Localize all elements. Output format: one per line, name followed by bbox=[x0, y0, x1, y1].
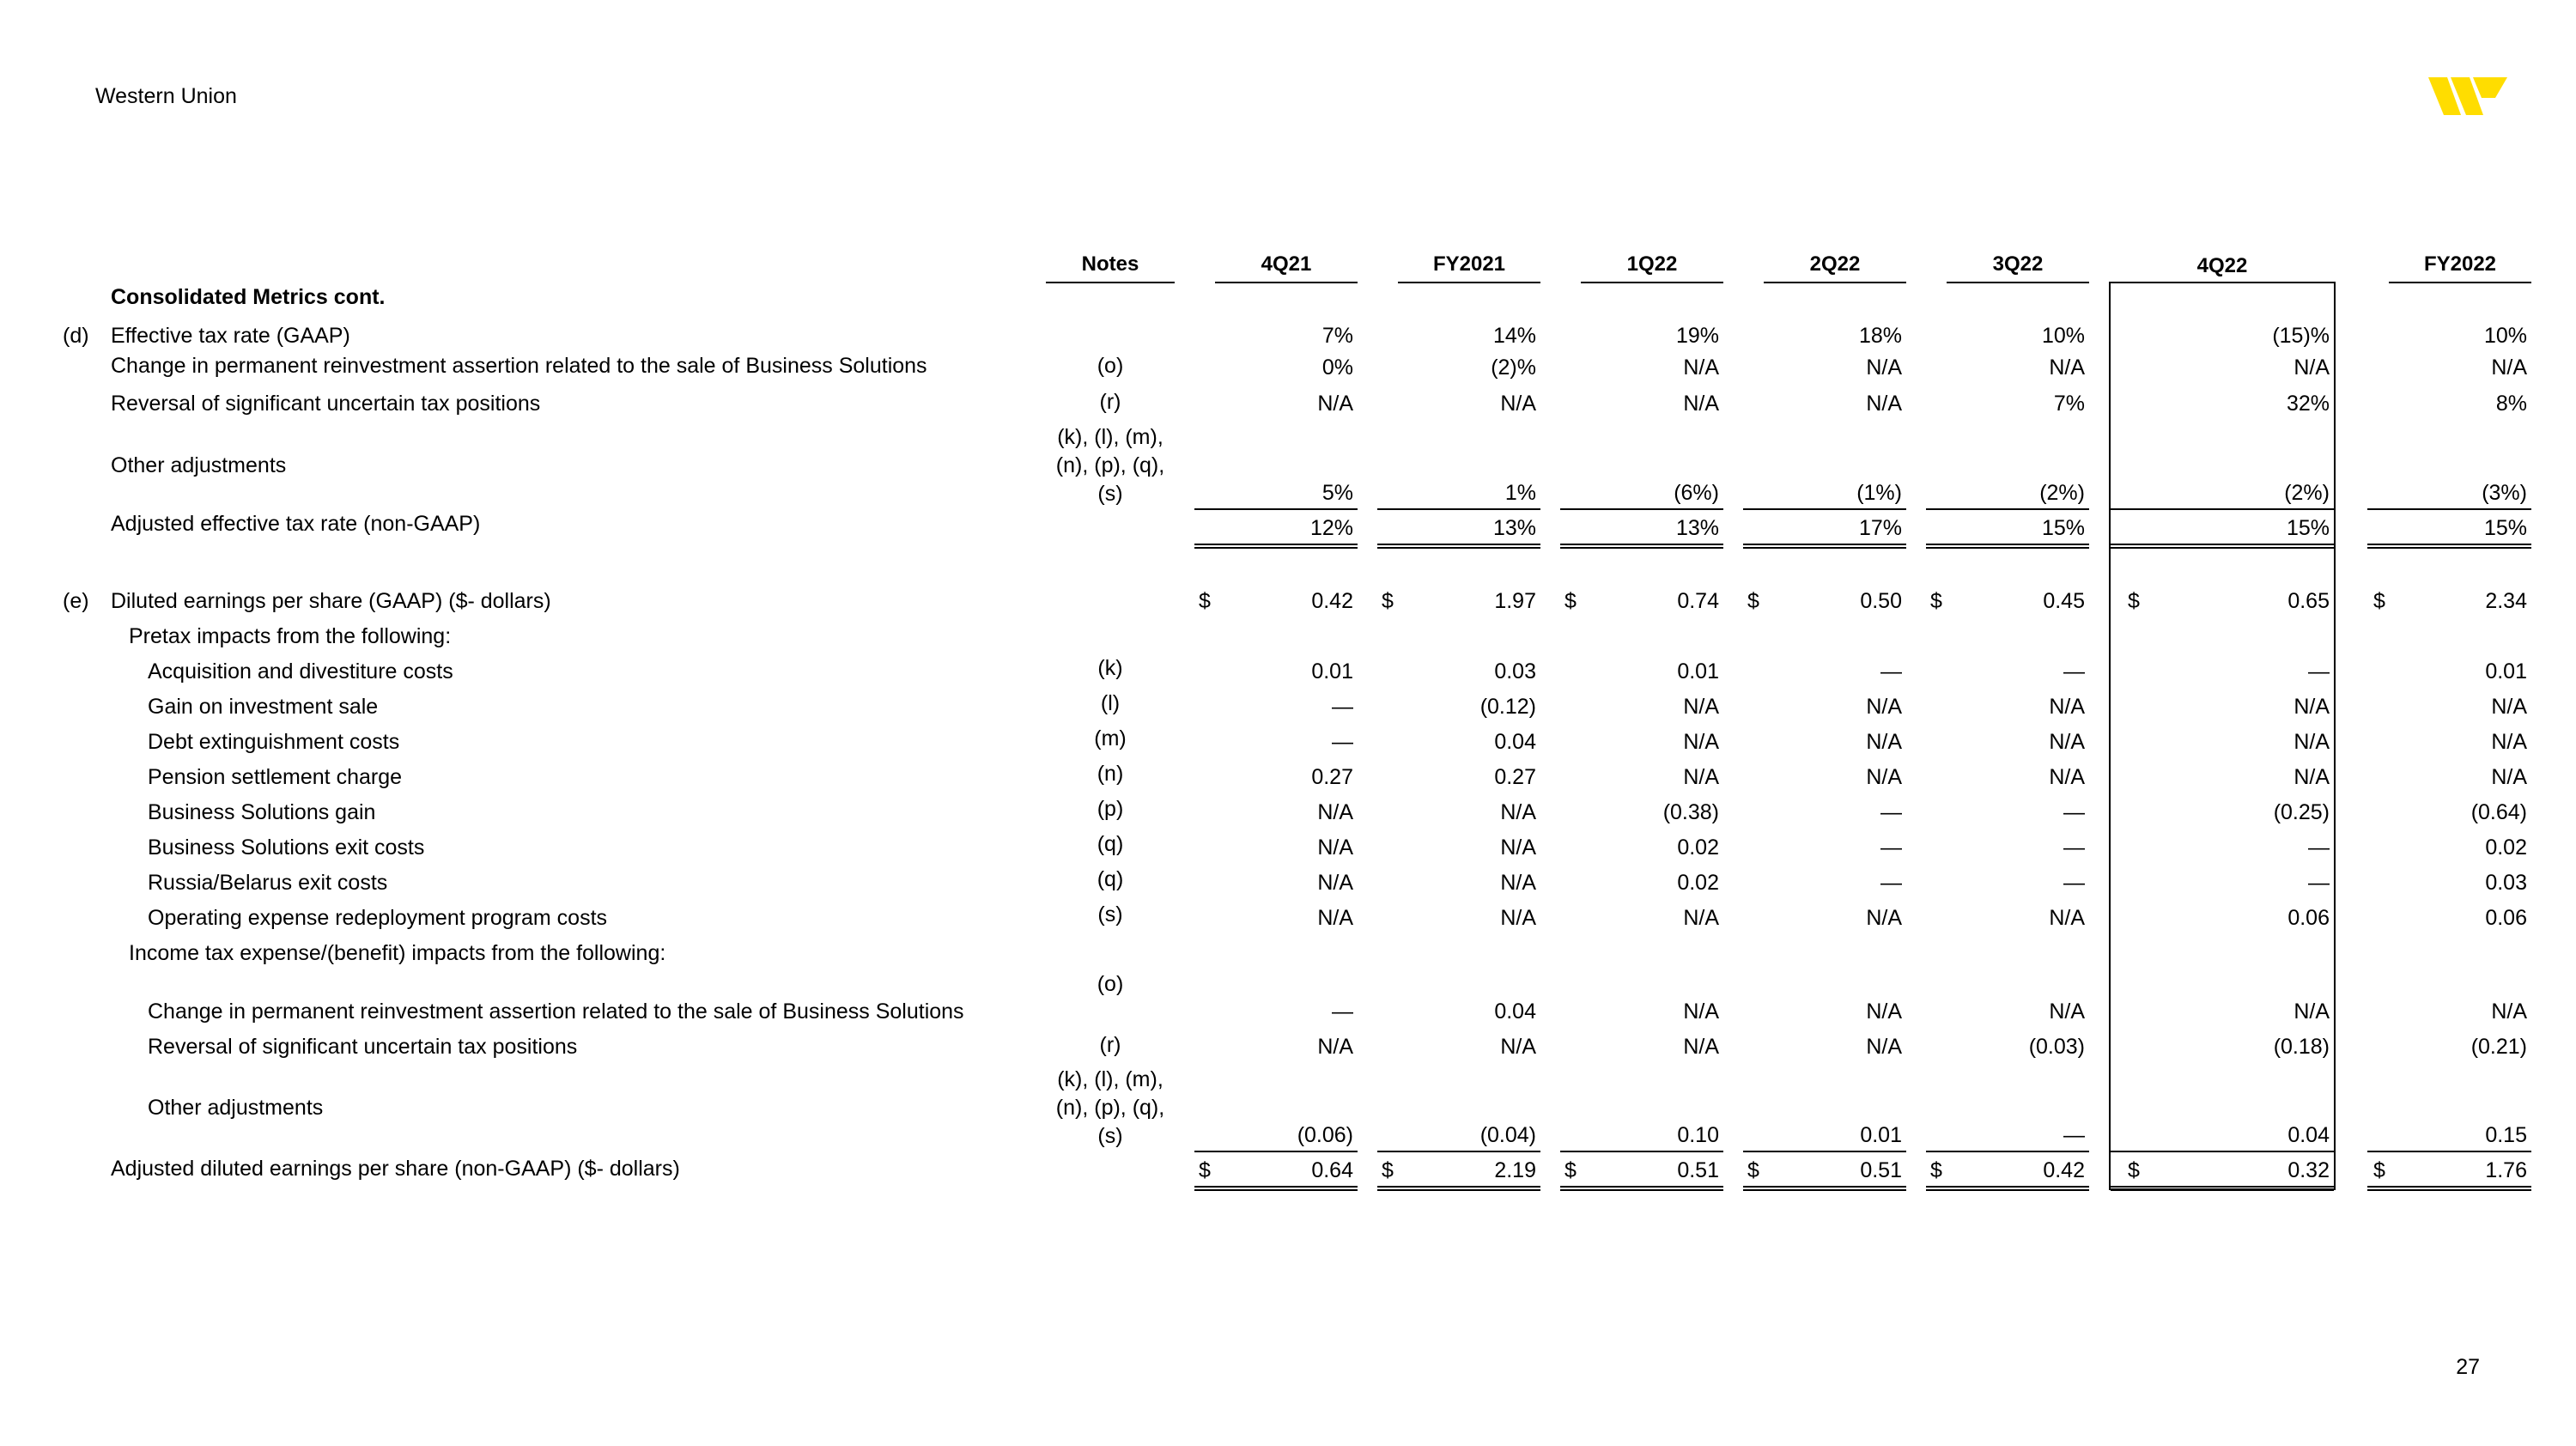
value-cell: 0.32 bbox=[2287, 1158, 2330, 1182]
value-cell: (0.04) bbox=[1479, 1123, 1536, 1147]
row-label: Diluted earnings per share (GAAP) ($- dollars) bbox=[111, 589, 551, 613]
value-cell: 0.42 bbox=[2043, 1158, 2085, 1182]
value-cell: (0.21) bbox=[2470, 1035, 2527, 1059]
value-cell: — bbox=[1880, 835, 1902, 860]
note-ref: (k), (l), (m), bbox=[1057, 1067, 1163, 1091]
subtotal-rule bbox=[2111, 1151, 2334, 1152]
value-cell: N/A bbox=[1500, 392, 1536, 416]
value-cell: N/A bbox=[2293, 999, 2330, 1024]
col-header-4q22: 4Q22 bbox=[2196, 254, 2248, 277]
total-double-rule bbox=[1194, 544, 1358, 549]
value-cell: N/A bbox=[2491, 765, 2527, 789]
value-cell: (6%) bbox=[1674, 481, 1719, 505]
value-cell: 0.51 bbox=[1677, 1158, 1719, 1182]
value-cell: N/A bbox=[2293, 355, 2330, 380]
row-label: Other adjustments bbox=[148, 1096, 324, 1120]
subtotal-rule bbox=[1560, 508, 1723, 510]
currency-symbol: $ bbox=[2128, 1158, 2140, 1182]
value-cell: — bbox=[2063, 835, 2085, 860]
value-cell: N/A bbox=[1866, 999, 1902, 1024]
value-cell: N/A bbox=[2049, 999, 2085, 1024]
col-header-2q22: 2Q22 bbox=[1809, 252, 1861, 276]
value-cell: 0.27 bbox=[1494, 765, 1536, 789]
value-cell: N/A bbox=[1866, 906, 1902, 930]
total-double-rule bbox=[1926, 1186, 2089, 1191]
value-cell: N/A bbox=[1866, 1035, 1902, 1059]
row-label: Business Solutions exit costs bbox=[148, 835, 425, 860]
value-cell: N/A bbox=[1683, 765, 1719, 789]
col-header-notes: Notes bbox=[1081, 252, 1139, 276]
value-cell: (2%) bbox=[2284, 481, 2330, 505]
value-cell: 32% bbox=[2286, 392, 2330, 416]
value-cell: (1%) bbox=[1856, 481, 1902, 505]
currency-symbol: $ bbox=[1747, 589, 1759, 613]
note-ref: (l) bbox=[1100, 691, 1121, 715]
value-cell: N/A bbox=[1317, 871, 1353, 895]
value-cell: — bbox=[1332, 730, 1353, 754]
note-ref: (r) bbox=[1099, 1033, 1121, 1057]
currency-symbol: $ bbox=[2373, 1158, 2385, 1182]
col-header-fy2021: FY2021 bbox=[1432, 252, 1506, 276]
value-cell: 0.01 bbox=[1311, 659, 1353, 684]
value-cell: N/A bbox=[1683, 392, 1719, 416]
value-cell: 0.06 bbox=[2485, 906, 2527, 930]
currency-symbol: $ bbox=[1382, 1158, 1394, 1182]
value-cell: 7% bbox=[2053, 392, 2085, 416]
note-ref: (s) bbox=[1097, 1124, 1123, 1148]
note-ref: (q) bbox=[1097, 867, 1124, 891]
row-marker-d: (d) bbox=[63, 324, 89, 348]
currency-symbol: $ bbox=[1564, 1158, 1577, 1182]
value-cell: 0.02 bbox=[2485, 835, 2527, 860]
value-cell: — bbox=[2308, 871, 2330, 895]
value-cell: 15% bbox=[2041, 516, 2085, 540]
row-label: Acquisition and divestiture costs bbox=[148, 659, 453, 684]
value-cell: 18% bbox=[1858, 324, 1902, 348]
currency-symbol: $ bbox=[1930, 589, 1942, 613]
row-label: Income tax expense/(benefit) impacts from the following: bbox=[129, 941, 666, 965]
row-label: Other adjustments bbox=[111, 453, 287, 477]
value-cell: N/A bbox=[2049, 355, 2085, 380]
value-cell: 0.04 bbox=[1494, 730, 1536, 754]
note-ref: (r) bbox=[1099, 390, 1121, 414]
value-cell: N/A bbox=[1866, 355, 1902, 380]
note-ref: (q) bbox=[1097, 832, 1124, 856]
value-cell: N/A bbox=[1317, 392, 1353, 416]
subtotal-rule bbox=[1926, 508, 2089, 510]
value-cell: 0.10 bbox=[1677, 1123, 1719, 1147]
row-label: Adjusted effective tax rate (non-GAAP) bbox=[111, 512, 481, 536]
value-cell: N/A bbox=[1500, 835, 1536, 860]
value-cell: N/A bbox=[2491, 695, 2527, 719]
value-cell: 7% bbox=[1321, 324, 1353, 348]
value-cell: — bbox=[2308, 659, 2330, 684]
value-cell: 15% bbox=[2483, 516, 2527, 540]
row-label: Adjusted diluted earnings per share (non-GAAP) ($- dollars) bbox=[111, 1157, 680, 1181]
row-label: Effective tax rate (GAAP) bbox=[111, 324, 350, 348]
value-cell: 0.50 bbox=[1860, 589, 1902, 613]
value-cell: N/A bbox=[1500, 1035, 1536, 1059]
value-cell: — bbox=[1880, 659, 1902, 684]
subtotal-rule bbox=[1194, 508, 1358, 510]
subtotal-rule bbox=[2367, 1151, 2531, 1152]
total-double-rule bbox=[2111, 544, 2334, 549]
value-cell: 0.64 bbox=[1311, 1158, 1353, 1182]
value-cell: 0.65 bbox=[2287, 589, 2330, 613]
value-cell: 10% bbox=[2041, 324, 2085, 348]
total-double-rule bbox=[1560, 544, 1723, 549]
western-union-logo-icon bbox=[2428, 74, 2507, 118]
subtotal-rule bbox=[1377, 1151, 1540, 1152]
value-cell: (0.03) bbox=[2028, 1035, 2085, 1059]
value-cell: 14% bbox=[1492, 324, 1536, 348]
row-label: Change in permanent reinvestment assertion related to the sale of Business Solutions bbox=[148, 999, 964, 1024]
value-cell: 1.76 bbox=[2485, 1158, 2527, 1182]
value-cell: 13% bbox=[1492, 516, 1536, 540]
col-header-fy2022: FY2022 bbox=[2423, 252, 2497, 276]
note-ref: (n) bbox=[1097, 762, 1124, 786]
value-cell: 1.97 bbox=[1494, 589, 1536, 613]
value-cell: — bbox=[2063, 1123, 2085, 1147]
value-cell: 0.01 bbox=[1860, 1123, 1902, 1147]
note-ref: (s) bbox=[1097, 902, 1123, 927]
value-cell: N/A bbox=[1683, 999, 1719, 1024]
value-cell: 10% bbox=[2483, 324, 2527, 348]
value-cell: N/A bbox=[1317, 800, 1353, 824]
value-cell: (0.64) bbox=[2470, 800, 2527, 824]
currency-symbol: $ bbox=[1199, 1158, 1211, 1182]
value-cell: N/A bbox=[1866, 695, 1902, 719]
row-marker-e: (e) bbox=[63, 589, 89, 613]
value-cell: 0.02 bbox=[1677, 871, 1719, 895]
value-cell: N/A bbox=[1866, 730, 1902, 754]
value-cell: 0.42 bbox=[1311, 589, 1353, 613]
value-cell: N/A bbox=[1317, 906, 1353, 930]
row-label: Russia/Belarus exit costs bbox=[148, 871, 388, 895]
row-label: Business Solutions gain bbox=[148, 800, 376, 824]
currency-symbol: $ bbox=[1930, 1158, 1942, 1182]
value-cell: 13% bbox=[1675, 516, 1719, 540]
value-cell: (2%) bbox=[2039, 481, 2085, 505]
value-cell: N/A bbox=[1683, 1035, 1719, 1059]
subtotal-rule bbox=[2367, 508, 2531, 510]
value-cell: 8% bbox=[2495, 392, 2527, 416]
total-double-rule bbox=[1560, 1186, 1723, 1191]
value-cell: 0% bbox=[1321, 355, 1353, 380]
note-ref: (o) bbox=[1097, 972, 1124, 996]
value-cell: 0.45 bbox=[2043, 589, 2085, 613]
value-cell: N/A bbox=[2293, 765, 2330, 789]
value-cell: N/A bbox=[2491, 999, 2527, 1024]
value-cell: 0.04 bbox=[1494, 999, 1536, 1024]
value-cell: 0.74 bbox=[1677, 589, 1719, 613]
value-cell: 19% bbox=[1675, 324, 1719, 348]
value-cell: (15)% bbox=[2272, 324, 2330, 348]
row-label: Pretax impacts from the following: bbox=[129, 624, 452, 648]
currency-symbol: $ bbox=[1382, 589, 1394, 613]
total-double-rule bbox=[1926, 544, 2089, 549]
value-cell: 2.19 bbox=[1494, 1158, 1536, 1182]
value-cell: — bbox=[1332, 695, 1353, 719]
value-cell: N/A bbox=[2049, 906, 2085, 930]
subtotal-rule bbox=[2111, 508, 2334, 510]
row-label: Gain on investment sale bbox=[148, 695, 379, 719]
value-cell: N/A bbox=[2049, 730, 2085, 754]
value-cell: 1% bbox=[1504, 481, 1536, 505]
value-cell: 2.34 bbox=[2485, 589, 2527, 613]
value-cell: N/A bbox=[1683, 355, 1719, 380]
value-cell: N/A bbox=[1500, 800, 1536, 824]
value-cell: (3%) bbox=[2482, 481, 2527, 505]
total-double-rule bbox=[1743, 544, 1906, 549]
value-cell: N/A bbox=[1317, 835, 1353, 860]
row-label: Change in permanent reinvestment assertion related to the sale of Business Solutions bbox=[111, 354, 927, 378]
value-cell: — bbox=[1332, 999, 1353, 1024]
note-ref: (s) bbox=[1097, 482, 1123, 506]
value-cell: — bbox=[2308, 835, 2330, 860]
col-header-1q22: 1Q22 bbox=[1626, 252, 1678, 276]
value-cell: (2)% bbox=[1491, 355, 1536, 380]
value-cell: N/A bbox=[1500, 906, 1536, 930]
row-label: Debt extinguishment costs bbox=[148, 730, 400, 754]
value-cell: (0.25) bbox=[2273, 800, 2330, 824]
value-cell: N/A bbox=[2049, 695, 2085, 719]
note-ref: (n), (p), (q), bbox=[1055, 453, 1165, 477]
row-label: Pension settlement charge bbox=[148, 765, 403, 789]
value-cell: — bbox=[2063, 800, 2085, 824]
value-cell: 0.06 bbox=[2287, 906, 2330, 930]
currency-symbol: $ bbox=[2128, 589, 2140, 613]
row-label: Reversal of significant uncertain tax positions bbox=[148, 1035, 578, 1059]
value-cell: — bbox=[1880, 871, 1902, 895]
note-ref: (n), (p), (q), bbox=[1055, 1096, 1165, 1120]
value-cell: 0.04 bbox=[2287, 1123, 2330, 1147]
total-double-rule bbox=[2111, 1186, 2334, 1191]
note-ref: (m) bbox=[1094, 726, 1127, 750]
value-cell: 0.51 bbox=[1860, 1158, 1902, 1182]
subtotal-rule bbox=[1377, 508, 1540, 510]
subtotal-rule bbox=[1194, 1151, 1358, 1152]
total-double-rule bbox=[1377, 1186, 1540, 1191]
value-cell: 0.03 bbox=[2485, 871, 2527, 895]
value-cell: (0.06) bbox=[1297, 1123, 1353, 1147]
value-cell: — bbox=[2063, 659, 2085, 684]
value-cell: N/A bbox=[1317, 1035, 1353, 1059]
value-cell: (0.12) bbox=[1479, 695, 1536, 719]
currency-symbol: $ bbox=[1747, 1158, 1759, 1182]
value-cell: N/A bbox=[1866, 765, 1902, 789]
value-cell: N/A bbox=[2491, 730, 2527, 754]
value-cell: 0.01 bbox=[1677, 659, 1719, 684]
value-cell: N/A bbox=[2293, 695, 2330, 719]
col-header-4q21: 4Q21 bbox=[1261, 252, 1312, 276]
value-cell: — bbox=[1880, 800, 1902, 824]
value-cell: 5% bbox=[1321, 481, 1353, 505]
value-cell: 0.15 bbox=[2485, 1123, 2527, 1147]
subtotal-rule bbox=[1560, 1151, 1723, 1152]
company-name: Western Union bbox=[95, 84, 237, 108]
currency-symbol: $ bbox=[2373, 589, 2385, 613]
subtotal-rule bbox=[1743, 508, 1906, 510]
value-cell: N/A bbox=[1866, 392, 1902, 416]
value-cell: 0.02 bbox=[1677, 835, 1719, 860]
note-ref: (p) bbox=[1097, 797, 1124, 821]
value-cell: — bbox=[2063, 871, 2085, 895]
note-ref: (k) bbox=[1097, 656, 1123, 680]
row-label: Reversal of significant uncertain tax positions bbox=[111, 392, 541, 416]
section-title: Consolidated Metrics cont. bbox=[111, 285, 386, 309]
subtotal-rule bbox=[1743, 1151, 1906, 1152]
value-cell: N/A bbox=[1500, 871, 1536, 895]
note-ref: (k), (l), (m), bbox=[1057, 425, 1163, 449]
col-header-3q22: 3Q22 bbox=[1992, 252, 2044, 276]
value-cell: N/A bbox=[2049, 765, 2085, 789]
value-cell: (0.38) bbox=[1662, 800, 1719, 824]
page-number: 27 bbox=[2456, 1355, 2480, 1379]
value-cell: 15% bbox=[2286, 516, 2330, 540]
note-ref: (o) bbox=[1097, 354, 1124, 378]
total-double-rule bbox=[1194, 1186, 1358, 1191]
currency-symbol: $ bbox=[1199, 589, 1211, 613]
total-double-rule bbox=[1743, 1186, 1906, 1191]
value-cell: 17% bbox=[1858, 516, 1902, 540]
value-cell: N/A bbox=[1683, 906, 1719, 930]
value-cell: N/A bbox=[2293, 730, 2330, 754]
value-cell: N/A bbox=[2491, 355, 2527, 380]
row-label: Operating expense redeployment program costs bbox=[148, 906, 608, 930]
value-cell: 0.01 bbox=[2485, 659, 2527, 684]
total-double-rule bbox=[1377, 544, 1540, 549]
value-cell: 0.27 bbox=[1311, 765, 1353, 789]
total-double-rule bbox=[2367, 1186, 2531, 1191]
value-cell: 12% bbox=[1309, 516, 1353, 540]
subtotal-rule bbox=[1926, 1151, 2089, 1152]
value-cell: N/A bbox=[1683, 695, 1719, 719]
value-cell: (0.18) bbox=[2273, 1035, 2330, 1059]
currency-symbol: $ bbox=[1564, 589, 1577, 613]
value-cell: N/A bbox=[1683, 730, 1719, 754]
total-double-rule bbox=[2367, 544, 2531, 549]
value-cell: 0.03 bbox=[1494, 659, 1536, 684]
